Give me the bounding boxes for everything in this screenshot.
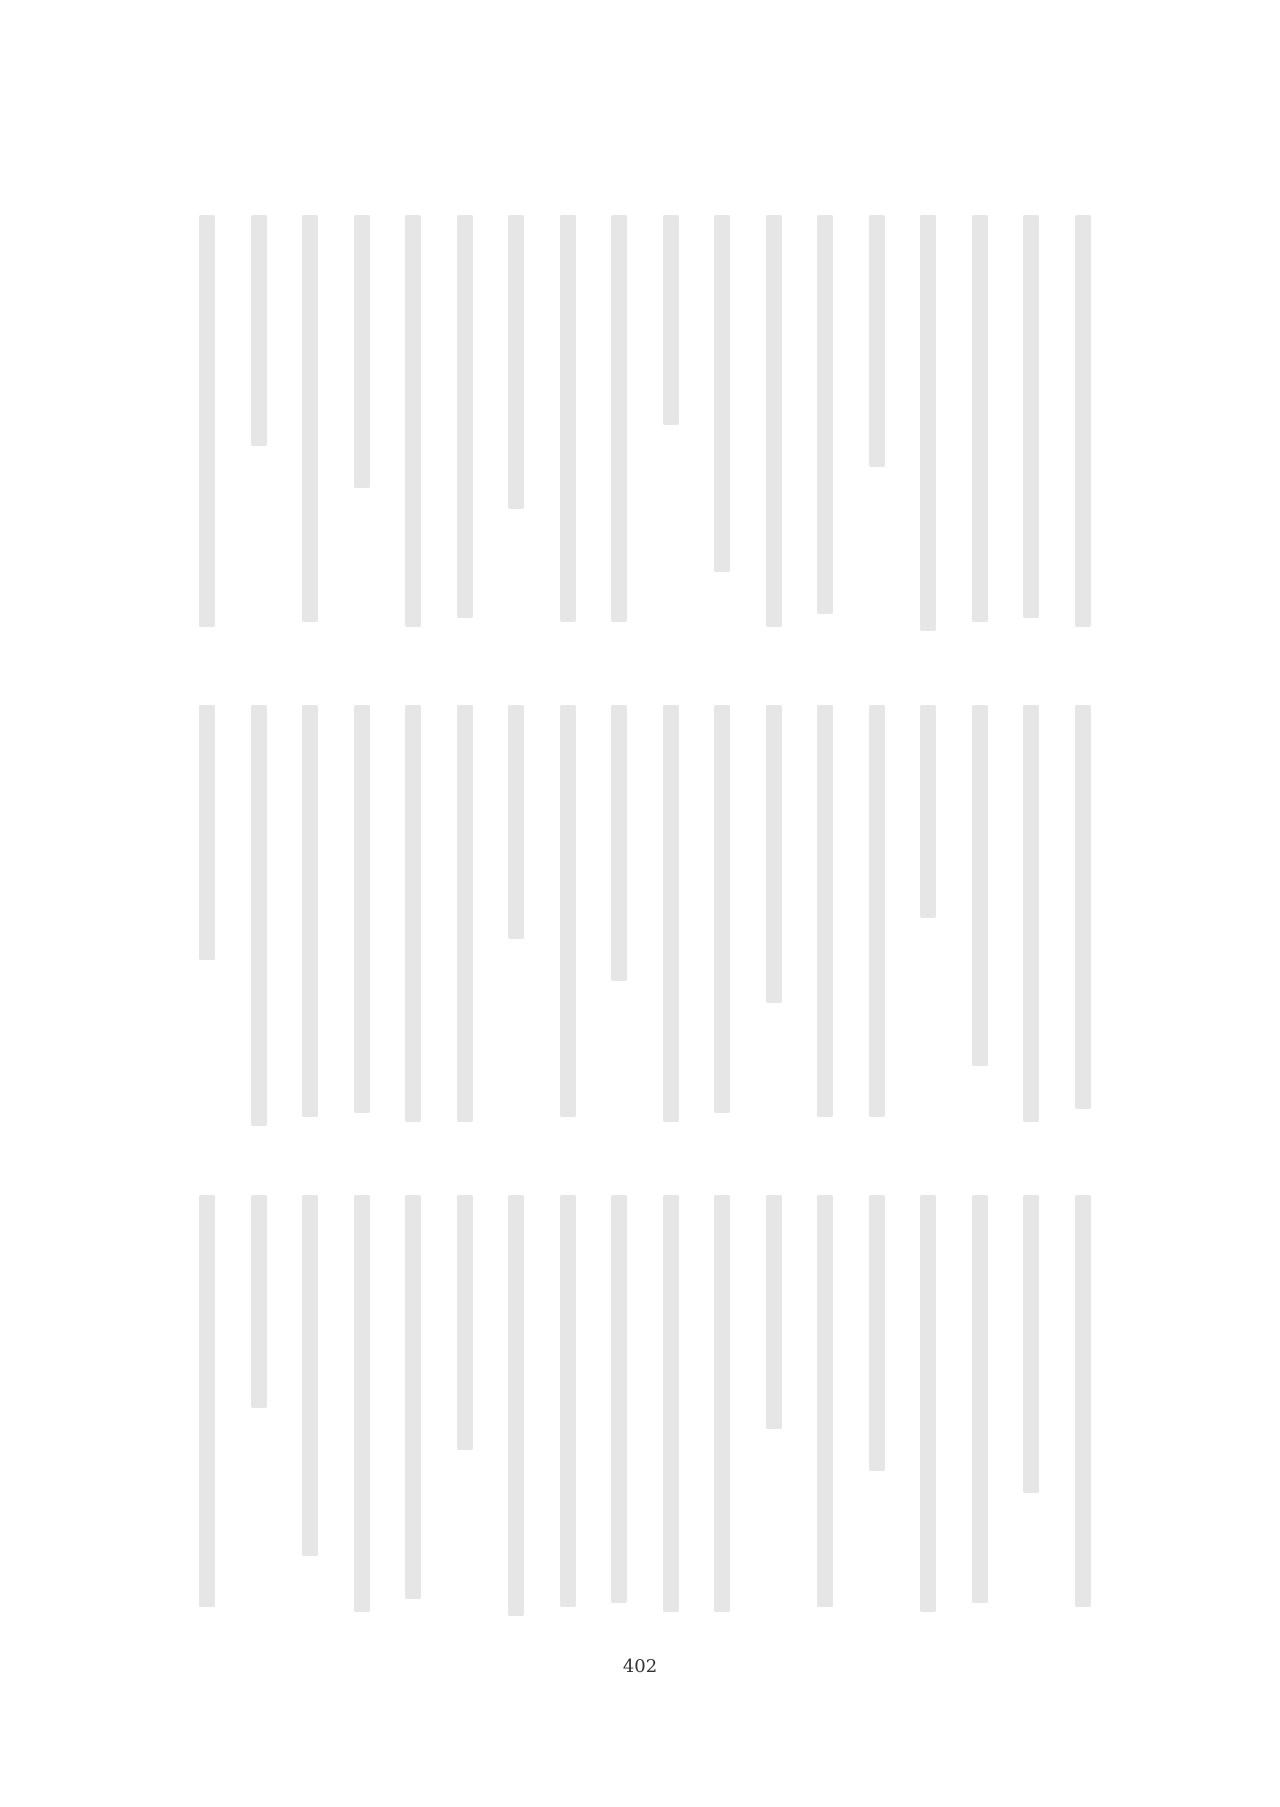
text-column bbox=[968, 1195, 992, 1620]
text-column bbox=[453, 215, 477, 635]
text-column-placeholder bbox=[663, 215, 679, 425]
text-column bbox=[1071, 1195, 1095, 1620]
text-column bbox=[710, 705, 734, 1130]
text-column-placeholder bbox=[560, 705, 576, 1117]
text-column bbox=[659, 705, 683, 1130]
text-column-placeholder bbox=[1023, 1195, 1039, 1493]
text-column bbox=[350, 705, 374, 1130]
text-column-placeholder bbox=[457, 705, 473, 1122]
text-column bbox=[1071, 215, 1095, 635]
text-column bbox=[195, 705, 219, 1130]
text-column bbox=[865, 705, 889, 1130]
text-column bbox=[504, 1195, 528, 1620]
text-column-placeholder bbox=[714, 705, 730, 1113]
text-column bbox=[968, 215, 992, 635]
text-column-placeholder bbox=[251, 215, 267, 446]
text-column bbox=[813, 1195, 837, 1620]
text-column bbox=[1019, 705, 1043, 1130]
text-column-placeholder bbox=[869, 215, 885, 467]
text-column-placeholder bbox=[457, 1195, 473, 1450]
text-column-placeholder bbox=[302, 1195, 318, 1556]
text-column bbox=[247, 705, 271, 1130]
text-column bbox=[865, 1195, 889, 1620]
text-column bbox=[968, 705, 992, 1130]
text-column bbox=[659, 1195, 683, 1620]
text-column-placeholder bbox=[405, 1195, 421, 1599]
text-column-placeholder bbox=[251, 1195, 267, 1408]
text-column bbox=[916, 705, 940, 1130]
text-column bbox=[401, 215, 425, 635]
text-column bbox=[762, 1195, 786, 1620]
text-column bbox=[762, 215, 786, 635]
text-column-placeholder bbox=[560, 1195, 576, 1607]
text-column-placeholder bbox=[766, 1195, 782, 1429]
text-column-placeholder bbox=[817, 705, 833, 1117]
text-column bbox=[1019, 1195, 1043, 1620]
text-column-placeholder bbox=[611, 215, 627, 622]
text-column-placeholder bbox=[766, 215, 782, 627]
text-column-placeholder bbox=[302, 705, 318, 1117]
text-column-placeholder bbox=[611, 1195, 627, 1603]
text-column bbox=[195, 215, 219, 635]
text-column-placeholder bbox=[611, 705, 627, 981]
text-column bbox=[453, 1195, 477, 1620]
text-column-placeholder bbox=[508, 1195, 524, 1616]
page-number: 402 bbox=[622, 1656, 658, 1677]
text-column-placeholder bbox=[972, 1195, 988, 1603]
text-column-placeholder bbox=[199, 705, 215, 960]
text-column bbox=[556, 1195, 580, 1620]
text-column bbox=[916, 215, 940, 635]
text-column-placeholder bbox=[663, 705, 679, 1122]
text-column-placeholder bbox=[714, 215, 730, 572]
text-column-placeholder bbox=[199, 215, 215, 627]
text-column-placeholder bbox=[1075, 215, 1091, 627]
text-column bbox=[298, 705, 322, 1130]
text-column bbox=[556, 705, 580, 1130]
text-column bbox=[865, 215, 889, 635]
text-column-placeholder bbox=[869, 1195, 885, 1471]
text-column-placeholder bbox=[1075, 1195, 1091, 1607]
text-column bbox=[195, 1195, 219, 1620]
text-column bbox=[607, 705, 631, 1130]
text-column-placeholder bbox=[817, 215, 833, 614]
text-column bbox=[298, 215, 322, 635]
text-column bbox=[607, 215, 631, 635]
text-column-placeholder bbox=[920, 1195, 936, 1612]
text-column-placeholder bbox=[920, 215, 936, 631]
text-column-placeholder bbox=[354, 705, 370, 1113]
text-column-placeholder bbox=[972, 215, 988, 622]
text-column-placeholder bbox=[714, 1195, 730, 1612]
text-column-placeholder bbox=[766, 705, 782, 1003]
text-column bbox=[1071, 705, 1095, 1130]
text-column-placeholder bbox=[302, 215, 318, 622]
text-column bbox=[247, 215, 271, 635]
text-column-placeholder bbox=[508, 705, 524, 939]
text-column bbox=[556, 215, 580, 635]
text-block-middle bbox=[195, 705, 1095, 1130]
text-column bbox=[813, 215, 837, 635]
text-column-placeholder bbox=[1023, 705, 1039, 1122]
text-column bbox=[350, 1195, 374, 1620]
text-column bbox=[453, 705, 477, 1130]
text-column bbox=[298, 1195, 322, 1620]
text-column-placeholder bbox=[869, 705, 885, 1117]
text-column bbox=[350, 215, 374, 635]
text-column-placeholder bbox=[972, 705, 988, 1066]
text-column bbox=[813, 705, 837, 1130]
text-column bbox=[659, 215, 683, 635]
text-column bbox=[504, 705, 528, 1130]
text-column-placeholder bbox=[405, 215, 421, 627]
text-column-placeholder bbox=[354, 215, 370, 488]
text-column bbox=[401, 1195, 425, 1620]
text-column bbox=[916, 1195, 940, 1620]
text-column-placeholder bbox=[457, 215, 473, 618]
text-column-placeholder bbox=[508, 215, 524, 509]
text-column bbox=[247, 1195, 271, 1620]
text-column-placeholder bbox=[354, 1195, 370, 1612]
text-column-placeholder bbox=[1075, 705, 1091, 1109]
text-column-placeholder bbox=[1023, 215, 1039, 618]
text-column-placeholder bbox=[251, 705, 267, 1126]
text-column bbox=[1019, 215, 1043, 635]
text-column bbox=[762, 705, 786, 1130]
text-column bbox=[710, 1195, 734, 1620]
text-column-placeholder bbox=[663, 1195, 679, 1612]
text-block-bottom bbox=[195, 1195, 1095, 1620]
text-column bbox=[504, 215, 528, 635]
text-column bbox=[401, 705, 425, 1130]
text-column bbox=[607, 1195, 631, 1620]
text-column bbox=[710, 215, 734, 635]
text-column-placeholder bbox=[405, 705, 421, 1122]
text-block-top bbox=[195, 215, 1095, 635]
text-column-placeholder bbox=[920, 705, 936, 918]
text-column-placeholder bbox=[560, 215, 576, 622]
text-column-placeholder bbox=[199, 1195, 215, 1607]
text-column-placeholder bbox=[817, 1195, 833, 1607]
